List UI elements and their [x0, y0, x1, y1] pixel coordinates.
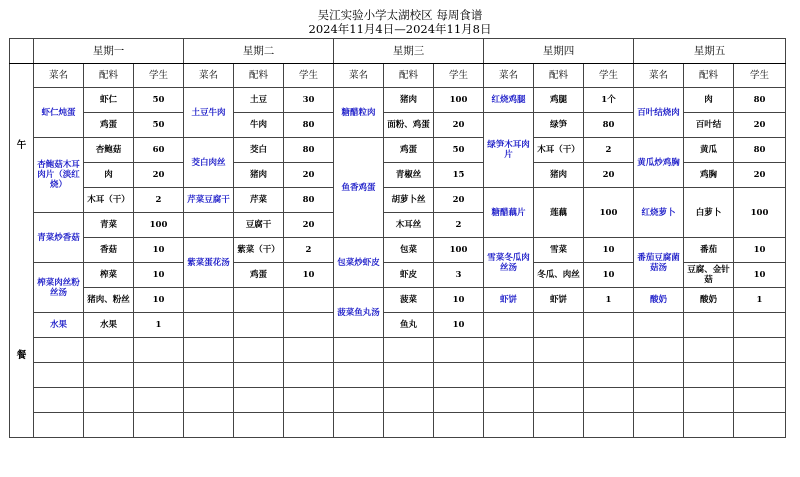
- student-quantity: 100: [584, 188, 634, 238]
- student-quantity: 30: [284, 88, 334, 113]
- student-quantity: 10: [434, 313, 484, 338]
- ingredient: [534, 388, 584, 413]
- student-quantity: [134, 388, 184, 413]
- ingredient: [84, 338, 134, 363]
- student-quantity: 10: [584, 263, 634, 288]
- ingredient: 肉: [684, 88, 734, 113]
- table-row: [10, 413, 786, 438]
- ingredient: 木耳（干）: [534, 138, 584, 163]
- ingredient: 虾仁: [84, 88, 134, 113]
- ingredient: [684, 363, 734, 388]
- ingredient: 豆腐、金针菇: [684, 263, 734, 288]
- dish-name: 芹菜豆腐干: [184, 188, 234, 213]
- student-quantity: 50: [134, 88, 184, 113]
- ingredient: 牛肉: [234, 113, 284, 138]
- ingredient: [234, 388, 284, 413]
- dish-name: 菠菜鱼丸汤: [334, 288, 384, 338]
- ingredient: [384, 388, 434, 413]
- student-quantity: [584, 363, 634, 388]
- dish-name: [184, 338, 234, 363]
- ingredient: 鸡胸: [684, 163, 734, 188]
- student-quantity: 2: [284, 238, 334, 263]
- student-quantity: 10: [134, 263, 184, 288]
- dish-name: 黄瓜炒鸡胸: [634, 138, 684, 188]
- ingredient: 白萝卜: [684, 188, 734, 238]
- table-row: [10, 388, 786, 413]
- dish-name: [34, 338, 84, 363]
- ingredient: 鸡蛋: [234, 263, 284, 288]
- student-quantity: 1: [584, 288, 634, 313]
- student-quantity: 100: [434, 238, 484, 263]
- ingredient: 土豆: [234, 88, 284, 113]
- student-quantity: 20: [434, 113, 484, 138]
- student-quantity: 10: [284, 263, 334, 288]
- student-quantity: [284, 313, 334, 338]
- col-header-dish: 菜名: [634, 64, 684, 88]
- student-quantity: [134, 413, 184, 438]
- col-header-student: 学生: [434, 64, 484, 88]
- day-header-fri: 星期五: [634, 39, 786, 64]
- dish-name: [184, 413, 234, 438]
- dish-name: [184, 288, 234, 313]
- menu-title: 吴江实验小学太湖校区 每周食谱: [317, 8, 483, 22]
- student-quantity: 1: [734, 288, 786, 313]
- student-quantity: [734, 413, 786, 438]
- ingredient: 冬瓜、肉丝: [534, 263, 584, 288]
- meal-label-top: 午: [16, 139, 27, 151]
- student-quantity: [134, 363, 184, 388]
- ingredient: 水果: [84, 313, 134, 338]
- ingredient: [684, 313, 734, 338]
- col-header-dish: 菜名: [484, 64, 534, 88]
- ingredient: 鸡蛋: [84, 113, 134, 138]
- ingredient: [234, 363, 284, 388]
- dish-name: 虾仁炖蛋: [34, 88, 84, 138]
- ingredient: [84, 363, 134, 388]
- col-header-ingredients: 配料: [684, 64, 734, 88]
- dish-name: [334, 413, 384, 438]
- student-quantity: 10: [734, 238, 786, 263]
- dish-name: 鱼香鸡蛋: [334, 138, 384, 238]
- ingredient: 猪肉: [384, 88, 434, 113]
- corner-cell: [10, 39, 34, 64]
- ingredient: [534, 413, 584, 438]
- ingredient: 雪菜: [534, 238, 584, 263]
- dish-name: 酸奶: [634, 288, 684, 313]
- col-header-ingredients: 配料: [84, 64, 134, 88]
- student-quantity: [284, 363, 334, 388]
- student-quantity: 10: [134, 288, 184, 313]
- ingredient: 芹菜: [234, 188, 284, 213]
- student-quantity: 1个: [584, 88, 634, 113]
- ingredient: [84, 388, 134, 413]
- dish-name: [184, 213, 234, 238]
- ingredient: 酸奶: [684, 288, 734, 313]
- ingredient: 肉: [84, 163, 134, 188]
- ingredient: [384, 413, 434, 438]
- dish-name: [184, 388, 234, 413]
- dish-name: 包菜炒虾皮: [334, 238, 384, 288]
- date-range: 2024年11月4日—2024年11月8日: [308, 22, 492, 36]
- day-header-wed: 星期三: [334, 39, 484, 64]
- ingredient: 鱼丸: [384, 313, 434, 338]
- student-quantity: [584, 413, 634, 438]
- col-header-student: 学生: [134, 64, 184, 88]
- student-quantity: 100: [434, 88, 484, 113]
- table-row: [10, 338, 786, 363]
- student-quantity: 20: [434, 188, 484, 213]
- student-quantity: 50: [134, 113, 184, 138]
- ingredient: [684, 388, 734, 413]
- student-quantity: 80: [284, 188, 334, 213]
- day-header-mon: 星期一: [34, 39, 184, 64]
- day-header-thu: 星期四: [484, 39, 634, 64]
- ingredient: 虾饼: [534, 288, 584, 313]
- dish-name: 糖醋藕片: [484, 188, 534, 238]
- ingredient: 木耳（干）: [84, 188, 134, 213]
- ingredient: [534, 313, 584, 338]
- student-quantity: 10: [134, 238, 184, 263]
- student-quantity: [584, 313, 634, 338]
- dish-name: [34, 363, 84, 388]
- ingredient: 猪肉: [534, 163, 584, 188]
- ingredient: 茭白: [234, 138, 284, 163]
- student-quantity: [584, 388, 634, 413]
- ingredient: [684, 413, 734, 438]
- ingredient: 黄瓜: [684, 138, 734, 163]
- ingredient: 莲藕: [534, 188, 584, 238]
- dish-name: 红烧萝卜: [634, 188, 684, 238]
- ingredient: 面粉、鸡蛋: [384, 113, 434, 138]
- dish-name: [334, 338, 384, 363]
- day-header-tue: 星期二: [184, 39, 334, 64]
- table-row: [10, 238, 786, 263]
- ingredient: 香菇: [84, 238, 134, 263]
- ingredient: 杏鲍菇: [84, 138, 134, 163]
- dish-name: 紫菜蛋花汤: [184, 238, 234, 288]
- table-row: [10, 188, 786, 213]
- dish-name: 绿笋木耳肉片: [484, 113, 534, 188]
- ingredient: [234, 313, 284, 338]
- student-quantity: 20: [134, 163, 184, 188]
- student-quantity: [584, 338, 634, 363]
- col-header-student: 学生: [584, 64, 634, 88]
- table-row: [10, 363, 786, 388]
- ingredient: 豆腐干: [234, 213, 284, 238]
- student-quantity: [734, 363, 786, 388]
- student-quantity: 2: [134, 188, 184, 213]
- student-quantity: [434, 363, 484, 388]
- col-header-dish: 菜名: [184, 64, 234, 88]
- student-quantity: 10: [584, 238, 634, 263]
- student-quantity: 100: [134, 213, 184, 238]
- ingredient: 百叶结: [684, 113, 734, 138]
- ingredient: 绿笋: [534, 113, 584, 138]
- ingredient: 紫菜（干）: [234, 238, 284, 263]
- col-header-ingredients: 配料: [234, 64, 284, 88]
- student-quantity: [434, 413, 484, 438]
- table-row: [10, 138, 786, 163]
- ingredient: 猪肉、粉丝: [84, 288, 134, 313]
- student-quantity: [434, 338, 484, 363]
- student-quantity: 2: [434, 213, 484, 238]
- student-quantity: 80: [284, 138, 334, 163]
- student-quantity: 10: [734, 263, 786, 288]
- student-quantity: 20: [734, 163, 786, 188]
- student-quantity: [284, 288, 334, 313]
- dish-name: 番茄豆腐菌菇汤: [634, 238, 684, 288]
- ingredient: 胡萝卜丝: [384, 188, 434, 213]
- dish-name: [634, 338, 684, 363]
- table-row: [10, 288, 786, 313]
- student-quantity: [434, 388, 484, 413]
- student-quantity: 2: [584, 138, 634, 163]
- col-header-ingredients: 配料: [384, 64, 434, 88]
- student-quantity: [734, 313, 786, 338]
- student-quantity: [134, 338, 184, 363]
- dish-name: [334, 363, 384, 388]
- dish-name: 榨菜肉丝粉丝汤: [34, 263, 84, 313]
- student-quantity: 15: [434, 163, 484, 188]
- ingredient: 榨菜: [84, 263, 134, 288]
- meal-label: [10, 64, 34, 438]
- dish-name: 杏鲍菇木耳肉片（淡红烧）: [34, 138, 84, 213]
- dish-name: 土豆牛肉: [184, 88, 234, 138]
- ingredient: 木耳丝: [384, 213, 434, 238]
- student-quantity: 80: [734, 88, 786, 113]
- col-header-student: 学生: [734, 64, 786, 88]
- dish-name: [34, 413, 84, 438]
- dish-name: 百叶结烧肉: [634, 88, 684, 138]
- dish-name: 茭白肉丝: [184, 138, 234, 188]
- dish-name: 虾饼: [484, 288, 534, 313]
- student-quantity: 80: [284, 113, 334, 138]
- student-quantity: 100: [734, 188, 786, 238]
- ingredient: [534, 363, 584, 388]
- table-row: [10, 88, 786, 113]
- dish-name: 红烧鸡腿: [484, 88, 534, 113]
- student-quantity: 80: [584, 113, 634, 138]
- student-quantity: [284, 413, 334, 438]
- student-quantity: 80: [734, 138, 786, 163]
- ingredient: 青椒丝: [384, 163, 434, 188]
- dish-name: [484, 363, 534, 388]
- ingredient: [84, 413, 134, 438]
- dish-name: [34, 388, 84, 413]
- ingredient: [234, 288, 284, 313]
- ingredient: [234, 338, 284, 363]
- dish-name: 雪菜冬瓜肉丝汤: [484, 238, 534, 288]
- student-quantity: 3: [434, 263, 484, 288]
- ingredient: [684, 338, 734, 363]
- ingredient: 虾皮: [384, 263, 434, 288]
- dish-name: [484, 338, 534, 363]
- ingredient: [534, 338, 584, 363]
- dish-name: [484, 388, 534, 413]
- col-header-student: 学生: [284, 64, 334, 88]
- student-quantity: 50: [434, 138, 484, 163]
- dish-name: 糖醋粒肉: [334, 88, 384, 138]
- col-header-dish: 菜名: [34, 64, 84, 88]
- dish-name: [184, 313, 234, 338]
- dish-name: [634, 388, 684, 413]
- student-quantity: [734, 388, 786, 413]
- student-quantity: 20: [284, 213, 334, 238]
- ingredient: 猪肉: [234, 163, 284, 188]
- student-quantity: 60: [134, 138, 184, 163]
- col-header-dish: 菜名: [334, 64, 384, 88]
- ingredient: 番茄: [684, 238, 734, 263]
- student-quantity: 20: [284, 163, 334, 188]
- ingredient: 鸡腿: [534, 88, 584, 113]
- ingredient: [384, 338, 434, 363]
- dish-name: 青菜炒香菇: [34, 213, 84, 263]
- dish-name: [634, 413, 684, 438]
- ingredient: 鸡蛋: [384, 138, 434, 163]
- dish-name: [634, 313, 684, 338]
- weekly-menu-table: [9, 38, 786, 438]
- ingredient: 菠菜: [384, 288, 434, 313]
- student-quantity: [284, 388, 334, 413]
- student-quantity: 10: [434, 288, 484, 313]
- dish-name: 水果: [34, 313, 84, 338]
- dish-name: [634, 363, 684, 388]
- dish-name: [484, 313, 534, 338]
- student-quantity: [734, 338, 786, 363]
- col-header-ingredients: 配料: [534, 64, 584, 88]
- student-quantity: [284, 338, 334, 363]
- ingredient: [234, 413, 284, 438]
- dish-name: [334, 388, 384, 413]
- student-quantity: 20: [584, 163, 634, 188]
- table-row: [10, 313, 786, 338]
- dish-name: [484, 413, 534, 438]
- student-quantity: 1: [134, 313, 184, 338]
- ingredient: 包菜: [384, 238, 434, 263]
- meal-label-bottom: 餐: [16, 349, 27, 361]
- ingredient: [384, 363, 434, 388]
- ingredient: 青菜: [84, 213, 134, 238]
- student-quantity: 20: [734, 113, 786, 138]
- dish-name: [184, 363, 234, 388]
